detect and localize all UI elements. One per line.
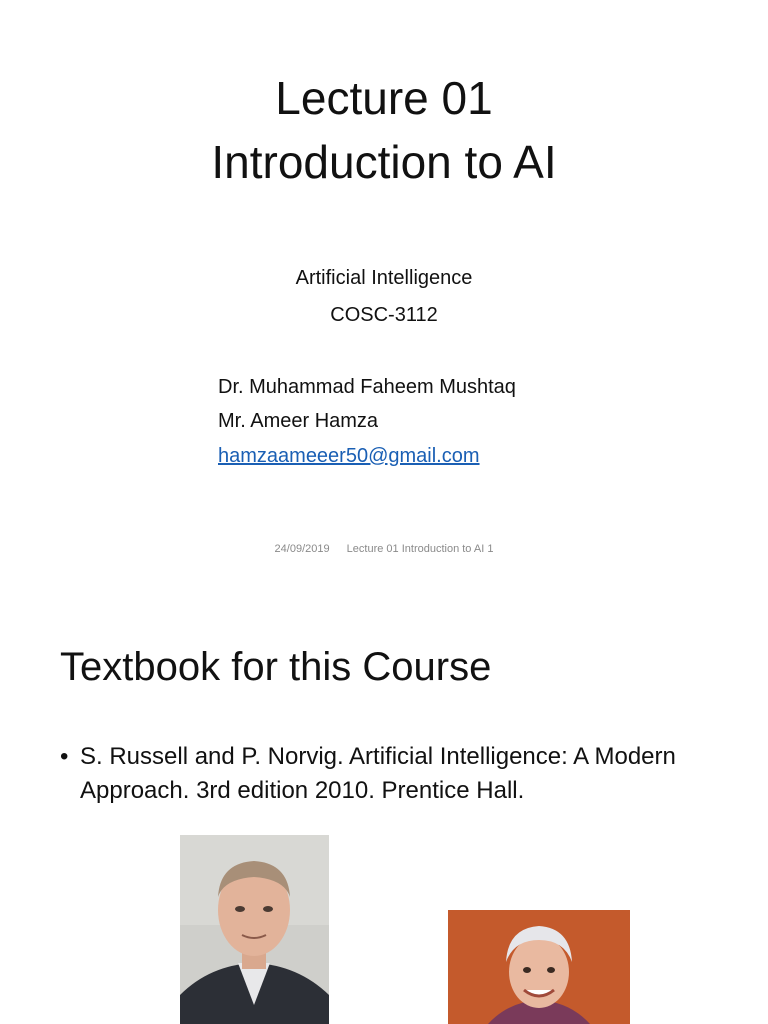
slide-2 — [0, 580, 768, 1024]
course-code: COSC-3112 — [330, 304, 438, 326]
instructor-2: Mr. Ameer Hamza — [218, 410, 379, 432]
instructor-1: Dr. Muhammad Faheem Mushtaq — [218, 376, 516, 398]
slide-title: Textbook for this Course — [60, 645, 492, 689]
portrait-illustration-1 — [180, 835, 329, 1024]
slide-footer — [0, 542, 768, 556]
bullet-marker: • — [60, 743, 69, 770]
slide-title-line1: Lecture 01 — [275, 72, 493, 124]
slide-title-line2: Introduction to AI — [211, 136, 557, 188]
author-photo-norvig — [448, 910, 630, 1024]
course-name: Artificial Intelligence — [295, 267, 473, 289]
footer-date: 24/09/2019 — [274, 543, 330, 555]
footer-label: Lecture 01 Introduction to AI 1 — [346, 543, 494, 555]
author-photo-russell — [180, 835, 329, 1024]
email-link[interactable]: hamzaameeer50@gmail.com — [218, 445, 480, 467]
bullet-text: S. Russell and P. Norvig. Artificial Intelligence: A Modern Approach. 3rd edition 2010. Prentice Hall. — [80, 743, 676, 804]
portrait-illustration-2 — [448, 910, 630, 1024]
textbook-bullet — [60, 740, 680, 808]
